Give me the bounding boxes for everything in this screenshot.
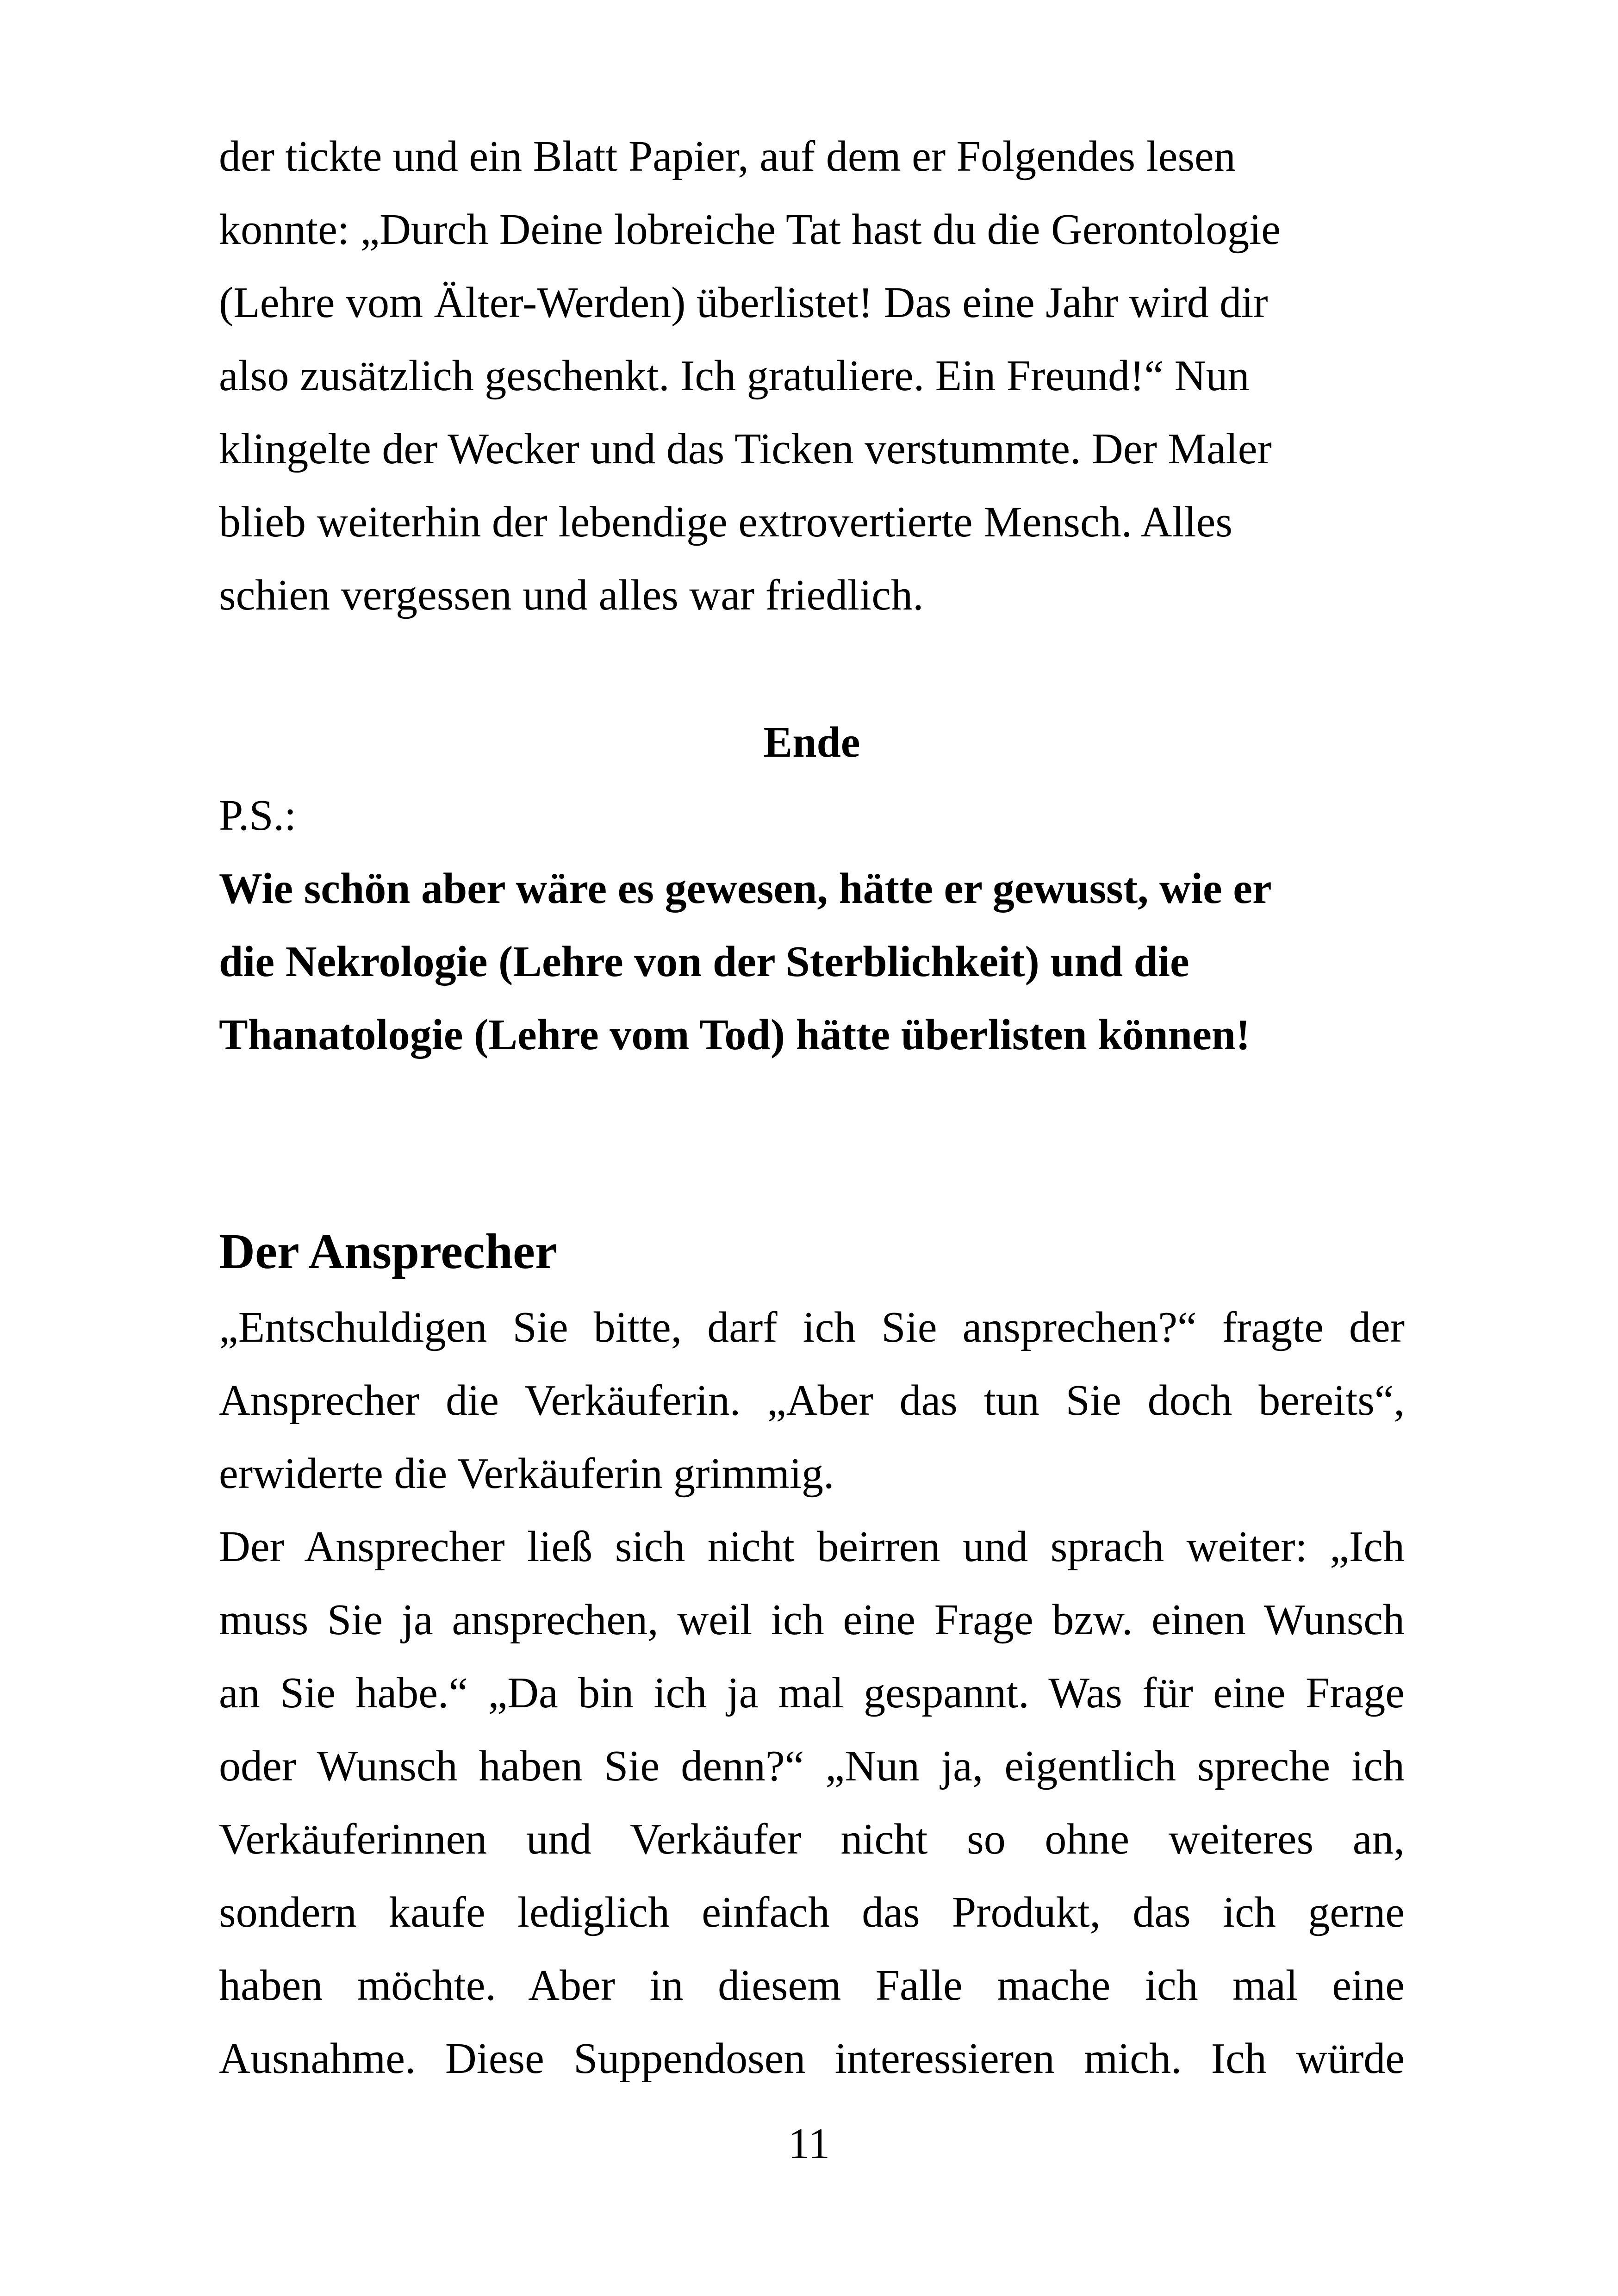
story-line: oder Wunsch haben Sie denn?“ „Nun ja, eigentlich spreche ich <box>219 1742 1405 1790</box>
story-line: erwiderte die Verkäuferin grimmig. <box>219 1450 834 1498</box>
story-line: also zusätzlich geschenkt. Ich gratuliere. Ein Freund!“ Nun <box>219 352 1250 400</box>
story-line: „Entschuldigen Sie bitte, darf ich Sie ansprechen?“ fragte der <box>219 1303 1405 1351</box>
story-line: Ausnahme. Diese Suppendosen interessieren mich. Ich würde <box>219 2035 1405 2083</box>
story-line: der tickte und ein Blatt Papier, auf dem er Folgendes lesen <box>219 132 1236 180</box>
story-line: an Sie habe.“ „Da bin ich ja mal gespannt. Was für eine Frage <box>219 1669 1405 1717</box>
story-line: haben möchte. Aber in diesem Falle mache ich mal eine <box>219 1961 1405 2010</box>
story-line: klingelte der Wecker und das Ticken verstummte. Der Maler <box>219 425 1272 473</box>
page-number: 11 <box>788 2120 830 2168</box>
story-line: (Lehre vom Älter-Werden) überlistet! Das eine Jahr wird dir <box>219 279 1268 327</box>
story-line: sondern kaufe lediglich einfach das Produkt, das ich gerne <box>219 1888 1405 1936</box>
story-line: Der Ansprecher ließ sich nicht beirren und sprach weiter: „Ich <box>219 1523 1405 1571</box>
story-line: blieb weiterhin der lebendige extrovertierte Mensch. Alles <box>219 498 1232 546</box>
ps-line: die Nekrologie (Lehre von der Sterblichkeit) und die <box>219 938 1189 986</box>
ps-line: Thanatologie (Lehre vom Tod) hätte überlisten können! <box>219 1011 1251 1059</box>
story-line: Verkäuferinnen und Verkäufer nicht so ohne weiteres an, <box>219 1815 1405 1863</box>
story-line: muss Sie ja ansprechen, weil ich eine Frage bzw. einen Wunsch <box>219 1596 1405 1644</box>
story-line: schien vergessen und alles war friedlich. <box>219 571 924 619</box>
story-title: Der Ansprecher <box>219 1224 557 1279</box>
story-line: konnte: „Durch Deine lobreiche Tat hast du die Gerontologie <box>219 205 1281 254</box>
ps-line: Wie schön aber wäre es gewesen, hätte er gewusst, wie er <box>219 865 1272 913</box>
ps-label: P.S.: <box>219 791 297 840</box>
story-line: Ansprecher die Verkäuferin. „Aber das tun Sie doch bereits“, <box>219 1376 1405 1425</box>
end-label: Ende <box>763 718 860 766</box>
